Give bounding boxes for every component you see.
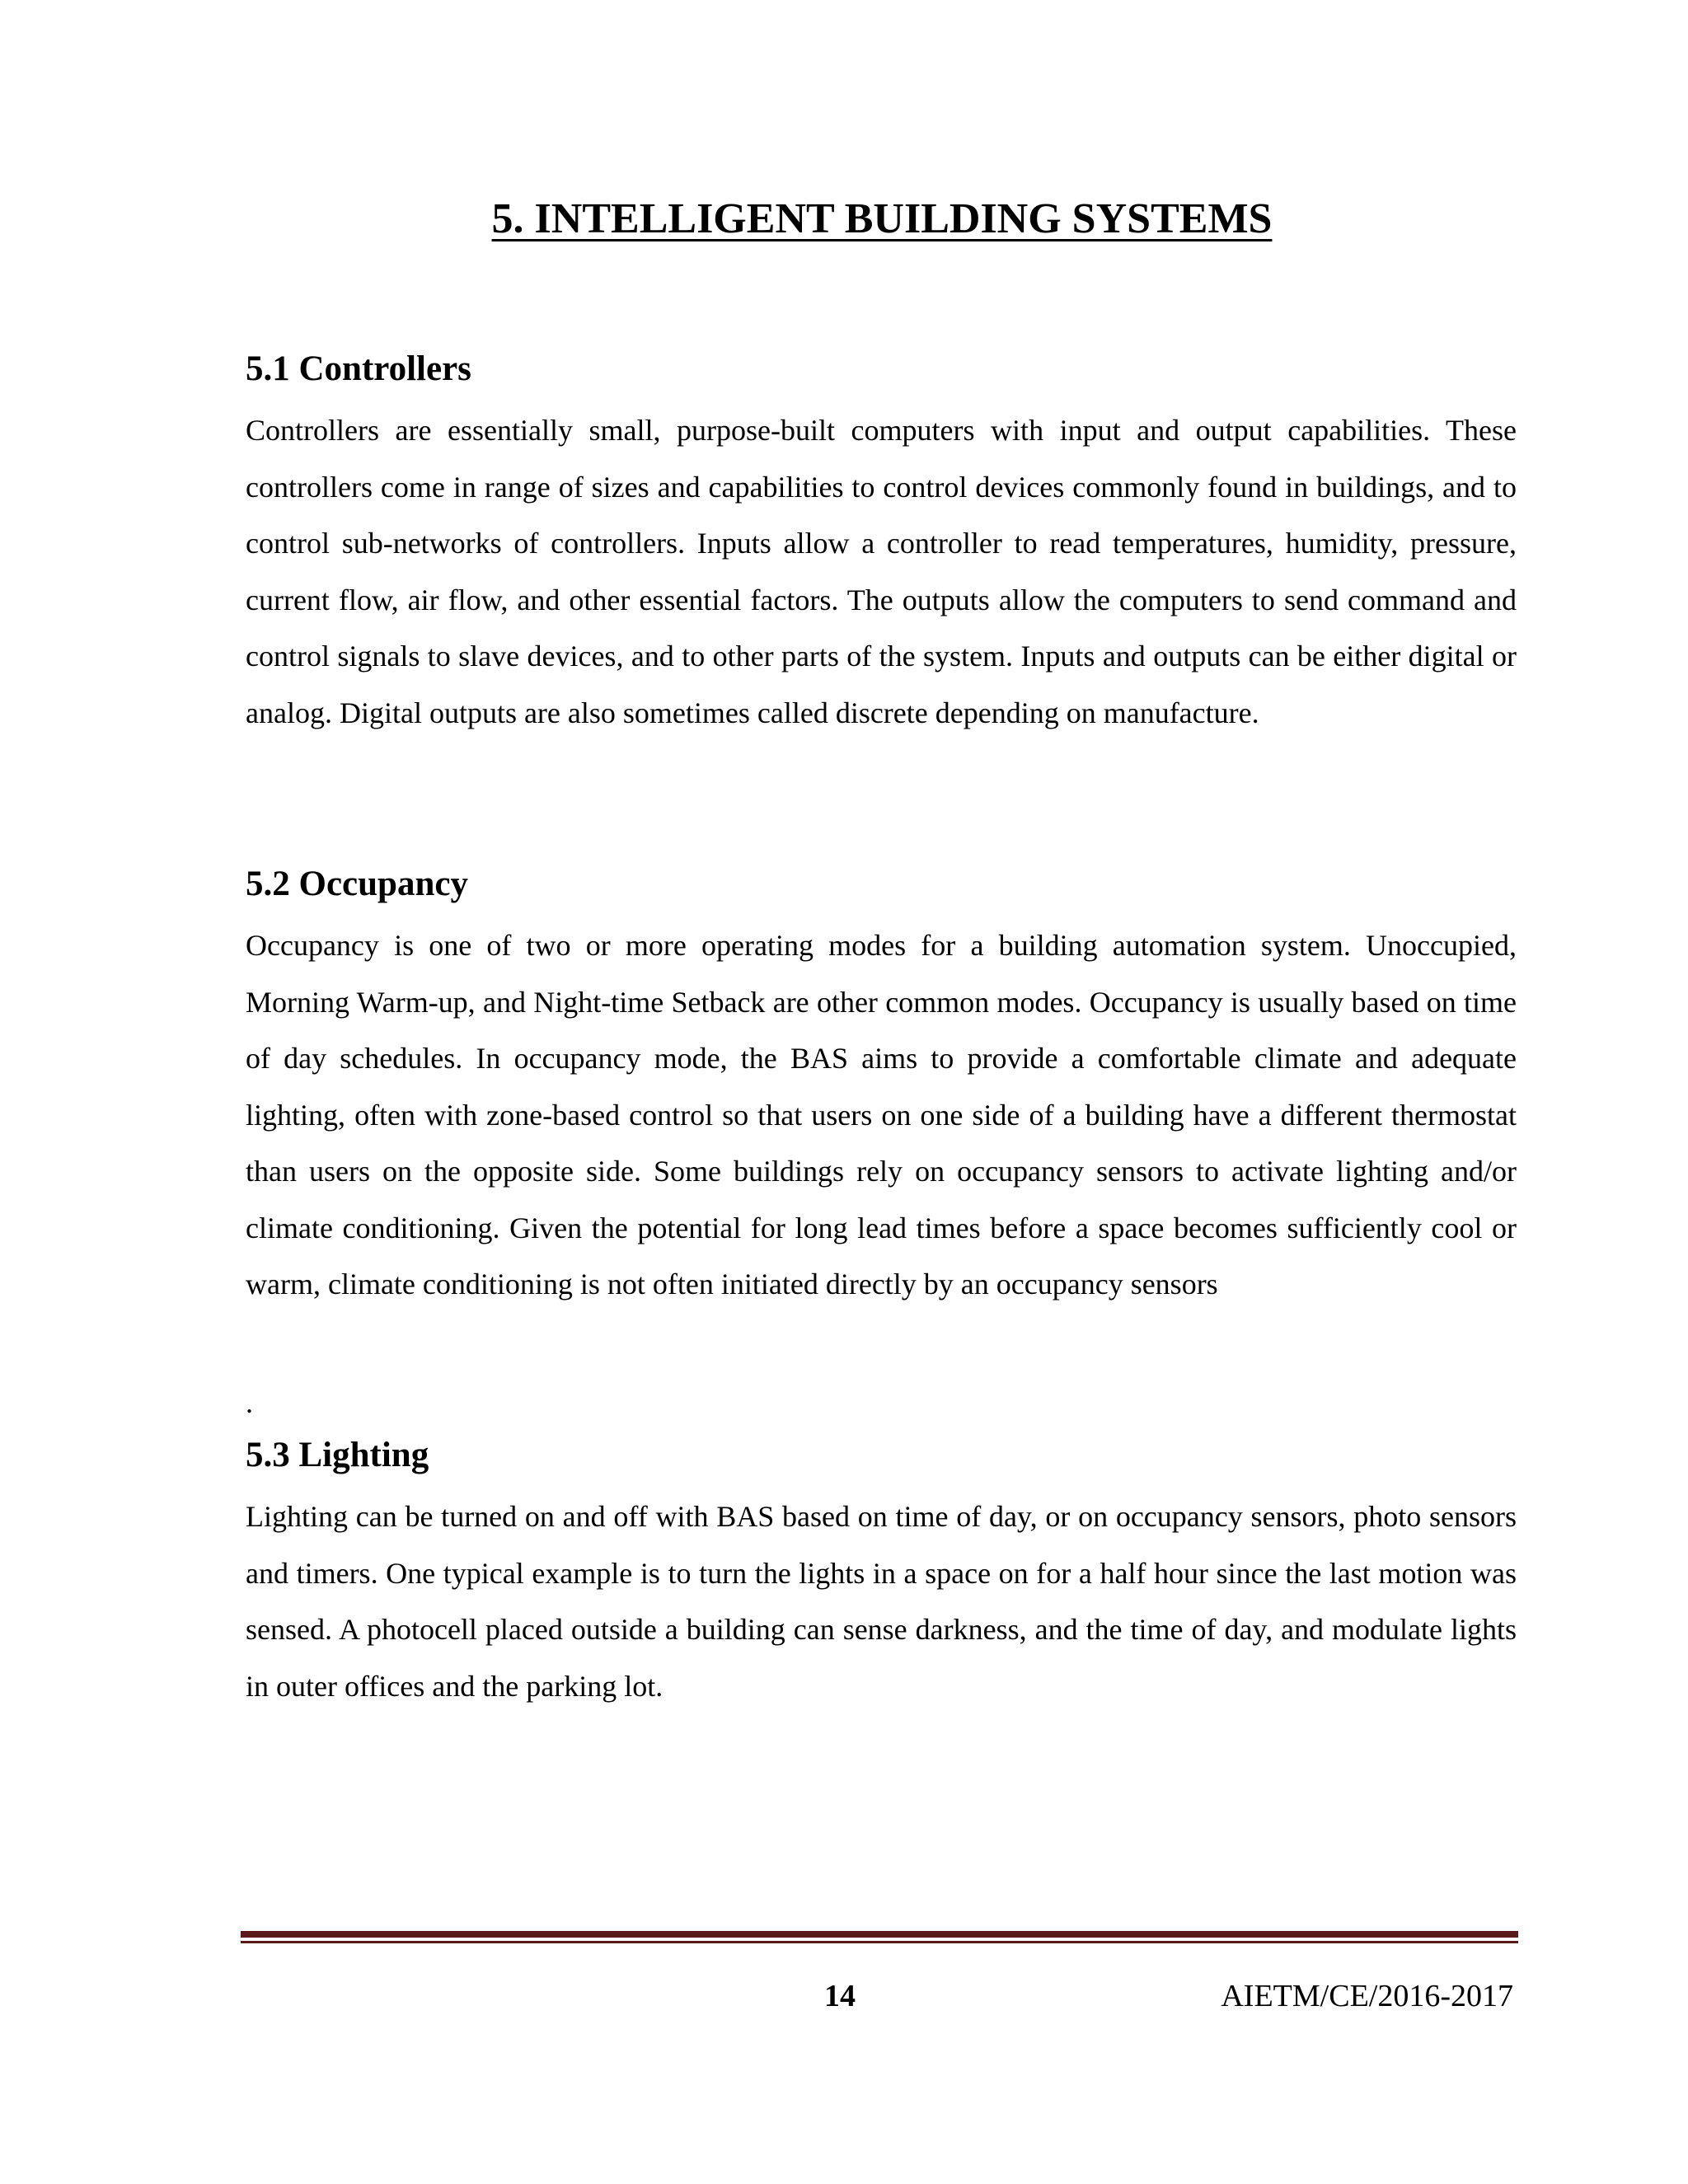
page-number: 14 <box>824 1979 856 2013</box>
section-body: Occupancy is one of two or more operating modes for a building automation system. Unoccupied, Morning Warm-up, and Night-time Setback are other common modes. Occupancy is usually based on time of day schedules. In occupancy mode, the BAS aims to provide a comfortable climate and adequate lighting, often with zone-based control so that users on one side of a building have a different thermostat than users on the opposite side. Some buildings rely on occupancy sensors to activate lighting and/or climate conditioning. Given the potential for long lead times before a space becomes sufficiently cool or warm, climate conditioning is not often initiated directly by an occupancy sensors <box>246 929 1517 1301</box>
section-heading: 5.2 Occupancy <box>246 865 468 903</box>
section-body: Lighting can be turned on and off with BAS based on time of day, or on occupancy sensors, photo sensors and timers. One typical example is to turn the lights in a space on for a half hour since the last motion was sensed. A photocell placed outside a building can sense darkness, and the time of day, and modulate lights in outer offices and the parking lot. <box>246 1500 1517 1703</box>
section-lighting <box>246 1432 1517 1714</box>
stray-period: . <box>246 1386 253 1419</box>
section-heading: 5.3 Lighting <box>246 1436 429 1474</box>
chapter-title: 5. INTELLIGENT BUILDING SYSTEMS <box>491 195 1273 242</box>
footer-rule-thick <box>241 1931 1518 1938</box>
section-controllers <box>246 346 1517 741</box>
footer-rule-thin <box>241 1941 1518 1943</box>
section-occupancy <box>246 861 1517 1313</box>
document-code: AIETM/CE/2016-2017 <box>1221 1979 1513 2013</box>
section-heading: 5.1 Controllers <box>246 349 471 388</box>
section-body: Controllers are essentially small, purpose-built computers with input and output capabilities. These controllers come in range of sizes and capabilities to control devices commonly found in buildings, and to control sub-networks of controllers. Inputs allow a controller to read temperatures, humidity, pressure, current flow, air flow, and other essential factors. The outputs allow the computers to send command and control signals to slave devices, and to other parts of the system. Inputs and outputs can be either digital or analog. Digital outputs are also sometimes called discrete depending on manufacture. <box>246 414 1517 729</box>
